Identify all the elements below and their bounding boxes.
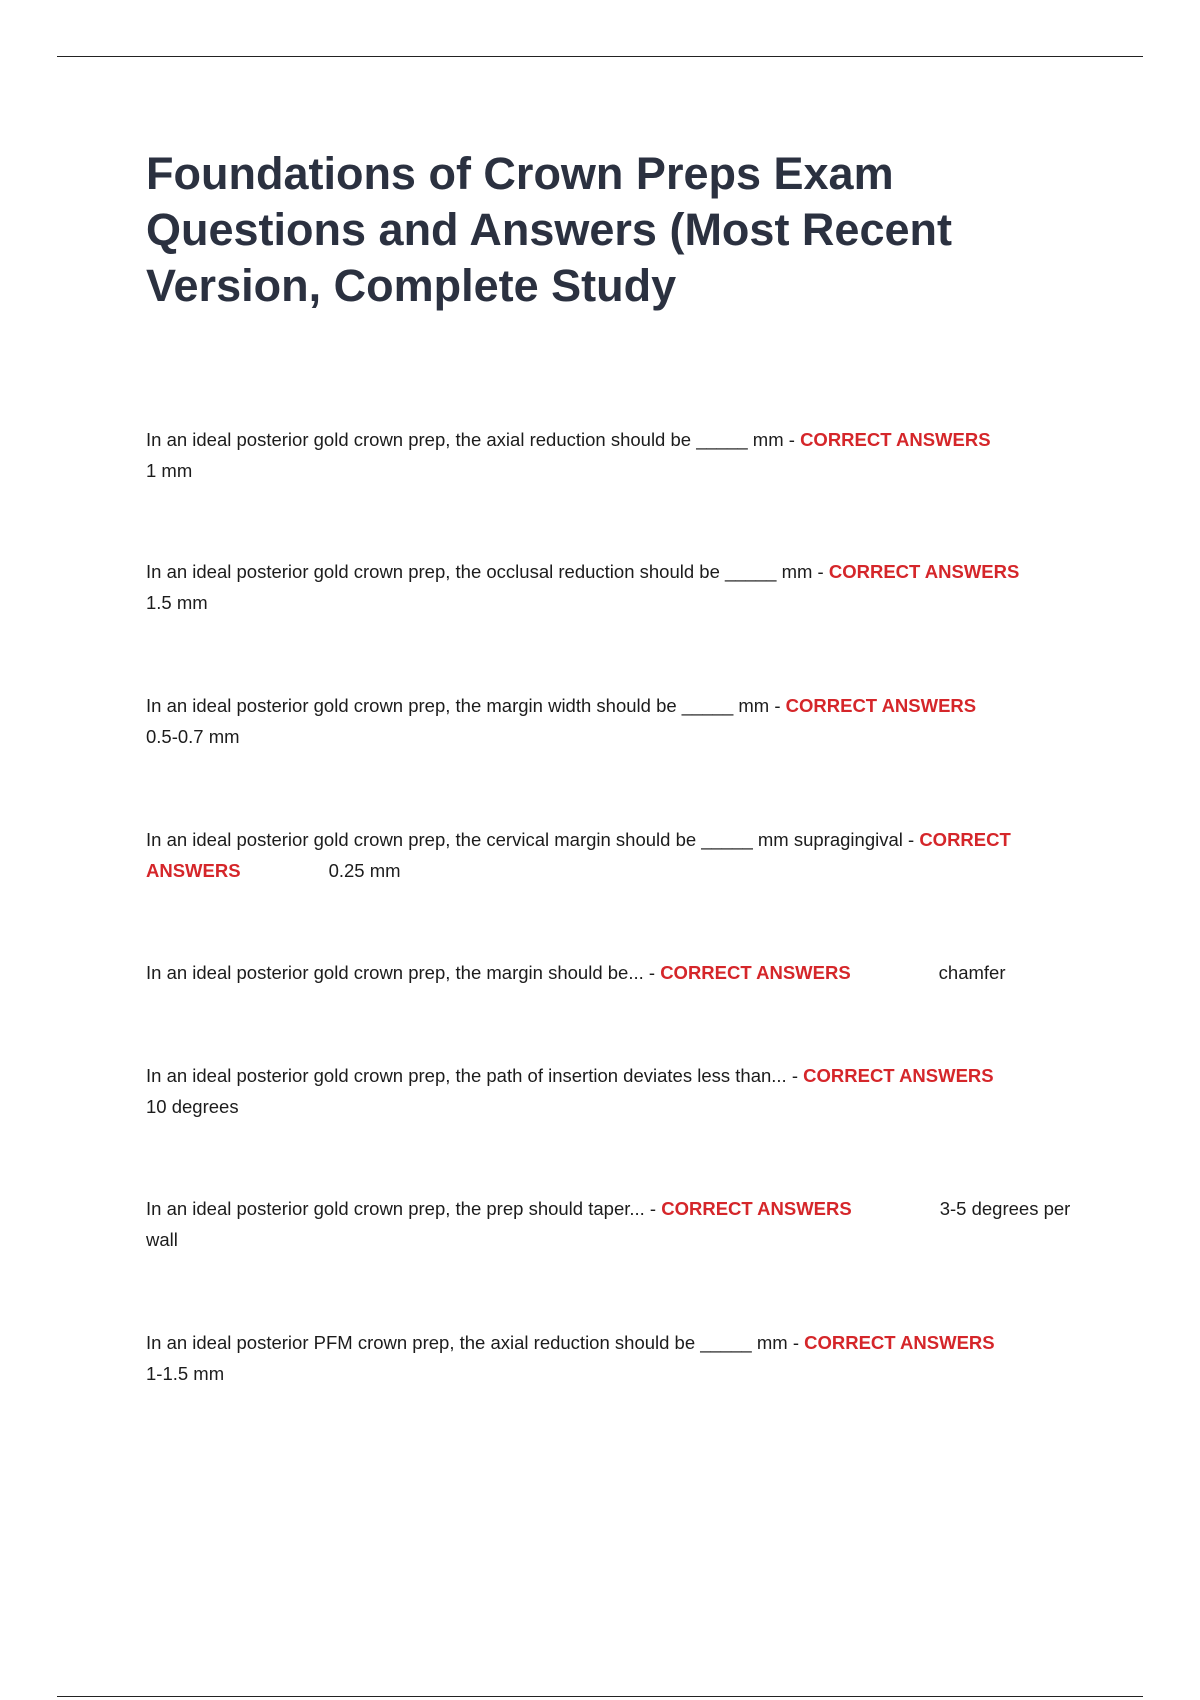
answer-tag: CORRECT ANSWERS [800, 429, 991, 450]
answer-tag: CORRECT ANSWERS [660, 962, 851, 983]
bottom-rule [57, 1696, 1143, 1697]
qa-item-2 [146, 556, 1086, 618]
answer-text: 10 degrees [146, 1096, 239, 1117]
answer-text: chamfer [938, 962, 1006, 983]
answer-text: 3-5 degrees per wall [146, 1198, 1071, 1250]
document-title: Foundations of Crown Preps Exam Questions and Answers (Most Recent Version, Complete Study [146, 148, 952, 311]
answer-tag: CORRECT ANSWERS [804, 1332, 995, 1353]
answer-text: 1-1.5 mm [146, 1363, 225, 1384]
answer-tag: CORRECT ANSWERS [828, 561, 1020, 582]
question-text: In an ideal posterior gold crown prep, the margin width should be _____ mm - [146, 695, 786, 716]
qa-item-3 [146, 690, 1086, 752]
answer-text: 1.5 mm [146, 592, 208, 613]
qa-item-6 [146, 1060, 1086, 1122]
top-rule [57, 56, 1143, 57]
answer-tag: CORRECT ANSWERS [146, 829, 1011, 881]
question-text: In an ideal posterior gold crown prep, the margin should be... - [146, 962, 661, 983]
question-text: In an ideal posterior gold crown prep, the occlusal reduction should be _____ mm - [146, 561, 829, 582]
qa-item-8 [146, 1327, 1086, 1389]
question-text: In an ideal posterior gold crown prep, the cervical margin should be _____ mm supragingival - [146, 829, 920, 850]
qa-item-1 [146, 424, 1086, 486]
question-text: In an ideal posterior gold crown prep, the path of insertion deviates less than... - [146, 1065, 804, 1086]
question-text: In an ideal posterior PFM crown prep, the axial reduction should be _____ mm - [146, 1332, 805, 1353]
qa-item-7 [146, 1193, 1086, 1255]
qa-item-5 [146, 957, 1086, 988]
answer-text: 0.25 mm [328, 860, 401, 881]
question-text: In an ideal posterior gold crown prep, the axial reduction should be _____ mm - [146, 429, 801, 450]
answer-tag: CORRECT ANSWERS [785, 695, 977, 716]
question-text: In an ideal posterior gold crown prep, the prep should taper... - [146, 1198, 662, 1219]
answer-text: 1 mm [146, 460, 193, 481]
answer-tag: CORRECT ANSWERS [803, 1065, 994, 1086]
answer-tag: CORRECT ANSWERS [661, 1198, 852, 1219]
answer-text: 0.5-0.7 mm [146, 726, 240, 747]
qa-item-4 [146, 824, 1086, 886]
